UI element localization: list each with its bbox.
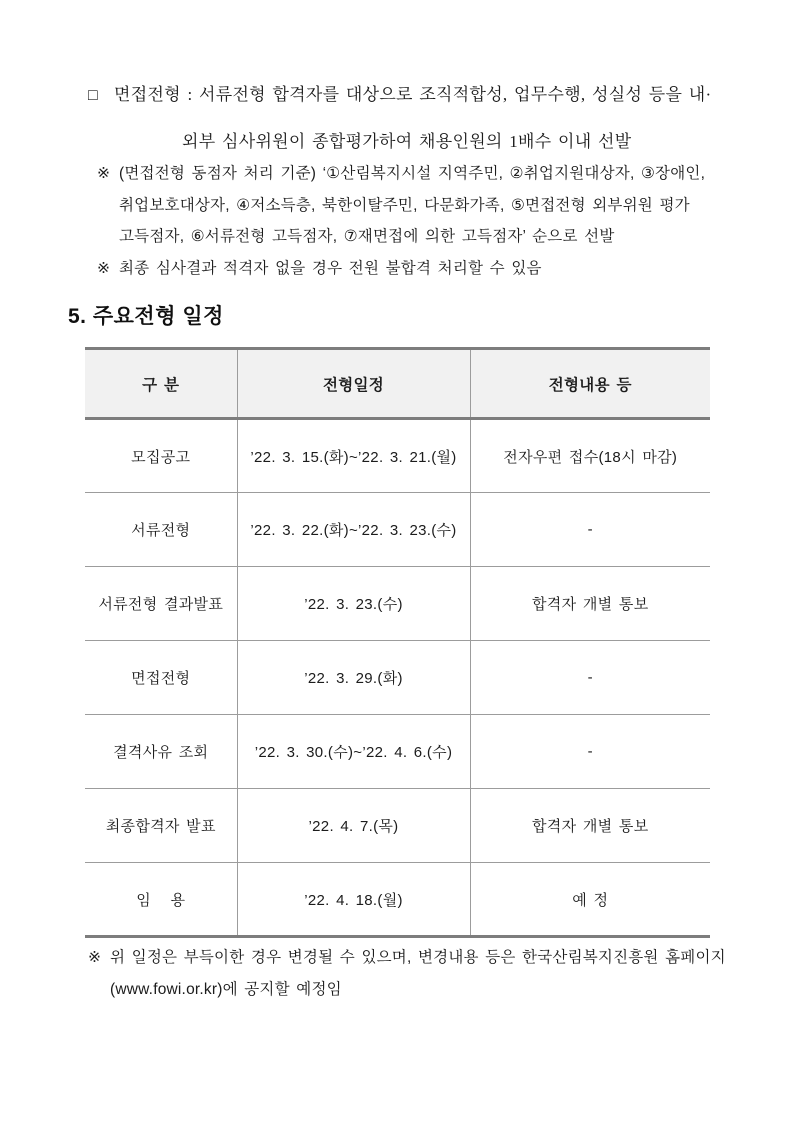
table-row <box>85 789 710 863</box>
note-text: 취업보호대상자, ④저소득층, 북한이탈주민, 다문화가족, ⑤면접전형 외부위원 평가 <box>119 196 690 214</box>
cell-schedule: ’22. 4. 7.(목) <box>237 789 470 863</box>
footnote-text: 위 일정은 부득이한 경우 변경될 수 있으며, 변경내용 등은 한국산림복지진흥원 홈페이지 <box>110 949 726 966</box>
cell-category: 결격사유 조회 <box>113 744 209 761</box>
table-row <box>85 567 710 641</box>
table-row <box>85 641 710 715</box>
reference-mark-icon: ※ <box>97 165 111 182</box>
cell-schedule: ’22. 3. 30.(수)~’22. 4. 6.(수) <box>237 715 470 789</box>
cell-content: 합격자 개별 통보 <box>470 567 710 641</box>
section-title: 5. 주요전형 일정 <box>68 305 224 328</box>
intro-line-1-text: 면접전형 : 서류전형 합격자를 대상으로 조직적합성, 업무수행, 성실성 등을 내· <box>114 85 712 104</box>
cell-category: 최종합격자 발표 <box>105 818 216 835</box>
note-final-review <box>97 253 747 285</box>
cell-content: - <box>470 641 710 715</box>
note-line <box>97 190 747 222</box>
col-header-category: 구 분 <box>142 376 180 394</box>
col-header-schedule: 전형일정 <box>237 349 470 419</box>
intro-line-2-text: 외부 심사위원이 종합평가하여 채용인원의 1배수 이내 선발 <box>182 132 632 151</box>
schedule-table <box>85 347 710 938</box>
note-line <box>97 253 747 285</box>
cell-content: - <box>470 493 710 567</box>
header-row <box>85 349 710 419</box>
footnote-line <box>88 974 758 1006</box>
note-text: (면접전형 동점자 처리 기준) ‘①산림복지시설 지역주민, ②취업지원대상자, ③장애인, <box>119 165 706 182</box>
note-text: 고득점자, ⑥서류전형 고득점자, ⑦재면접에 의한 고득점자’ 순으로 선발 <box>119 228 615 245</box>
table-row <box>85 419 710 493</box>
table-row <box>85 493 710 567</box>
cell-schedule: ’22. 4. 18.(월) <box>237 863 470 937</box>
reference-mark-icon: ※ <box>88 949 102 966</box>
cell-schedule: ’22. 3. 15.(화)~’22. 3. 21.(월) <box>237 419 470 493</box>
cell-schedule: ’22. 3. 22.(화)~’22. 3. 23.(수) <box>237 493 470 567</box>
schedule-table-body <box>85 419 710 937</box>
cell-content: 합격자 개별 통보 <box>470 789 710 863</box>
cell-category: 서류전형 <box>131 522 191 539</box>
cell-category: 모집공고 <box>131 448 191 466</box>
footnote-line <box>88 942 758 974</box>
note-line <box>97 221 747 253</box>
footnote-text: (www.fowi.or.kr)에 공지할 예정임 <box>110 981 342 998</box>
cell-category: 서류전형 결과발표 <box>98 596 224 613</box>
cell-schedule: ’22. 3. 29.(화) <box>237 641 470 715</box>
col-header-content: 전형내용 등 <box>470 349 710 419</box>
note-tiebreaker-criteria <box>97 158 747 253</box>
square-bullet-icon: □ <box>88 87 98 104</box>
intro-line-1 <box>88 72 748 119</box>
cell-category: 임 용 <box>136 891 186 909</box>
schedule-table-header <box>85 349 710 419</box>
note-text: 최종 심사결과 적격자 없을 경우 전원 불합격 처리할 수 있음 <box>119 260 542 277</box>
interview-screening-paragraph <box>88 72 748 165</box>
cell-content: 전자우편 접수(18시 마감) <box>470 419 710 493</box>
schedule-change-footnote <box>88 942 758 1006</box>
cell-content: 예 정 <box>470 863 710 937</box>
cell-schedule: ’22. 3. 23.(수) <box>237 567 470 641</box>
table-row <box>85 863 710 937</box>
reference-mark-icon: ※ <box>97 260 111 277</box>
note-line <box>97 158 747 190</box>
cell-category: 면접전형 <box>131 670 191 687</box>
cell-content: - <box>470 715 710 789</box>
table-row <box>85 715 710 789</box>
